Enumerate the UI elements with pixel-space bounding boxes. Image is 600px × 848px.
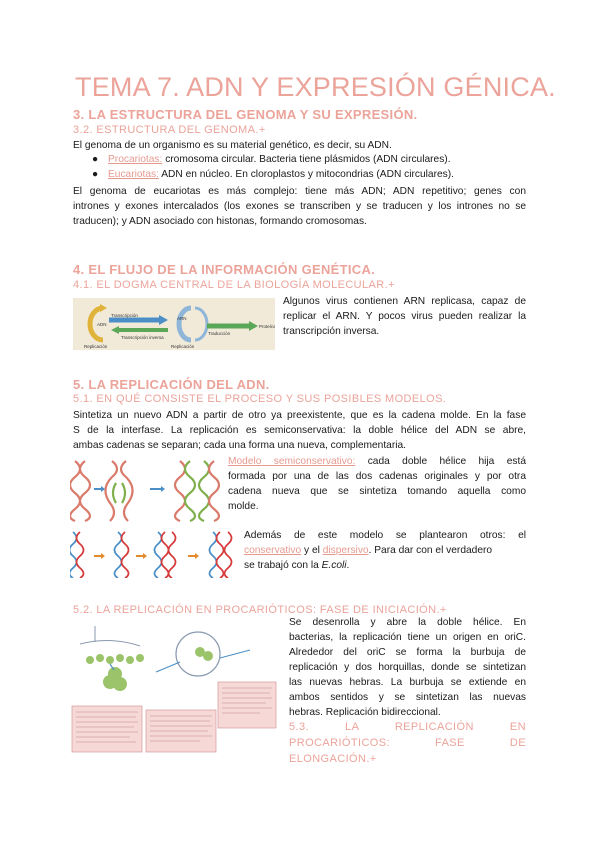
semiconservative-link[interactable]: Modelo semiconservativo: <box>228 456 356 467</box>
dispersivo-link[interactable]: dispersivo <box>322 545 369 556</box>
reverse-transcription-label: Transcripción inversa <box>121 335 164 340</box>
replication-rna-label: Replicación <box>171 344 195 349</box>
semiconservative-figure <box>70 457 224 523</box>
section-5-3-heading-line[interactable]: PROCARIÓTICOS: FASE DE <box>289 737 526 749</box>
initiation-para-line: hebras. Replicación bidireccional. <box>289 707 441 718</box>
semi-model-line: cadena nueva que se sintetiza tomando aquella como <box>228 486 526 497</box>
replication-dna-label: Replicación <box>84 344 108 349</box>
section-5-3-heading-line[interactable]: 5.3. LA REPLICACIÓN EN <box>289 721 526 733</box>
other-models-line: conservativo y el dispersivo. Para dar con el verdadero <box>244 545 493 556</box>
eucariotas-link[interactable]: Eucariotas: <box>108 169 159 180</box>
replication-para-line: Sintetiza un nuevo ADN a partir de otro ya preexistente, que es la cadena molde. En la fase <box>73 410 526 421</box>
caption-box <box>72 706 142 752</box>
semiconservative-diagram <box>70 457 224 523</box>
virus-para-line: Algunos virus contienen ARN replicasa, capaz de <box>283 296 526 307</box>
initiation-para-line: bacterias, la replicación tiene un origen en oriC. <box>289 632 526 643</box>
dna-line <box>80 640 140 646</box>
other-models-line: se trabajó con la E.coli. <box>244 560 350 571</box>
initiation-para-line: las nuevas hebras. La burbuja se extiende en <box>289 677 526 688</box>
rna-replication-arrow <box>179 308 191 340</box>
genome-intro: El genoma de un organismo es su material genético, es decir, su ADN. <box>73 140 392 151</box>
semi-model-line: molde. <box>228 501 259 512</box>
arrow <box>220 650 250 658</box>
arrowhead <box>100 304 107 312</box>
virus-para-line: replicar el ARN. Y pocos virus pueden realizar la <box>283 311 526 322</box>
dna-label: ADN <box>97 322 107 327</box>
procariotas-link[interactable]: Procariotas: <box>108 154 163 165</box>
bullet-dot: ● <box>92 154 99 165</box>
other-models-line: Además de este modelo se plantearon otros: el <box>244 530 526 541</box>
arrowhead <box>143 553 147 559</box>
section-3-heading: 3. LA ESTRUCTURA DEL GENOMA Y SU EXPRESIÓN. <box>73 107 418 122</box>
initiation-figure <box>70 622 278 754</box>
central-dogma-figure <box>73 298 275 350</box>
virus-para-line: transcripción inversa. <box>283 326 380 337</box>
genome-para-line: intrones y exones intercalados (los exones se transcriben y se traducen y los intrones no se <box>73 201 526 212</box>
arrowhead <box>111 326 119 334</box>
protein-label: Proteína <box>259 324 275 329</box>
ecoli-text: E.coli <box>321 560 347 571</box>
section-5-2-heading[interactable]: 5.2. LA REPLICACIÓN EN PROCARIÓTICOS: FASE DE INICIACIÓN.+ <box>73 604 447 616</box>
translation-label: Traducción <box>208 331 231 336</box>
conservativo-link[interactable]: conservativo <box>244 545 302 556</box>
models-diagram <box>70 530 238 578</box>
replication-para-line: ambas cadenas se separan; cada una forma una nueva, complementaria. <box>73 440 406 451</box>
initiation-diagram <box>70 622 278 754</box>
arrowhead <box>249 321 258 331</box>
section-4-1-heading[interactable]: 4.1. EL DOGMA CENTRAL DE LA BIOLOGÍA MOLECULAR.+ <box>73 279 395 291</box>
initiation-para-line: Se desenrolla y abre la doble hélice. En <box>289 617 526 628</box>
genome-para-line: El genoma de eucariotas es más complejo: tiene más ADN; ADN repetitivo; genes con <box>73 186 526 197</box>
transcription-label: Transcripción <box>111 313 138 318</box>
initiation-para-line: replicación y dos horquillas, donde se sintetizan <box>289 662 526 673</box>
arrowhead <box>195 553 199 559</box>
arrowhead <box>159 315 168 325</box>
bullet-dot: ● <box>92 169 99 180</box>
semi-model-line: formada por una de las dos cadenas originales y por otra <box>228 471 526 482</box>
arrow <box>156 662 180 672</box>
bullet-procariotas: Procariotas: cromosoma circular. Bacteria tiene plásmidos (ADN circulares). <box>108 154 451 165</box>
rna-label: ARN <box>177 316 187 321</box>
rna-loop <box>195 308 207 340</box>
central-dogma-diagram <box>73 298 275 350</box>
initiation-para-line: Alrededor del oriC se forma la burbuja de <box>289 647 526 658</box>
section-3-2-heading[interactable]: 3.2. ESTRUCTURA DEL GENOMA.+ <box>73 124 266 136</box>
section-5-3-heading-line[interactable]: ELONGACIÓN.+ <box>289 753 377 765</box>
initiation-para-line: ambos sentidos y se sintetizan las nuevas <box>289 692 526 703</box>
semi-model-line: Modelo semiconservativo: cada doble hélice hija está <box>228 456 526 467</box>
bullet-eucariotas: Eucariotas: ADN en núcleo. En cloroplastos y mitocondrias (ADN circulares). <box>108 169 454 180</box>
section-5-heading: 5. LA REPLICACIÓN DEL ADN. <box>73 377 270 392</box>
page-title: TEMA 7. ADN Y EXPRESIÓN GÉNICA. <box>75 72 556 102</box>
genome-para-line: traducen); y ADN asociado con histonas, formando cromosomas. <box>73 216 367 227</box>
replication-para-line: S de la interfase. La replicación es semiconservativa: la doble hélice del ADN se abre, <box>73 425 526 436</box>
replication-models-figure <box>70 530 238 578</box>
arrowhead <box>101 553 105 559</box>
section-5-1-heading[interactable]: 5.1. EN QUÉ CONSISTE EL PROCESO Y SUS POSIBLES MODELOS. <box>73 393 447 405</box>
caption-box <box>218 682 276 728</box>
section-4-heading: 4. EL FLUJO DE LA INFORMACIÓN GENÉTICA. <box>73 262 376 277</box>
protein-cluster <box>86 647 213 691</box>
arrowhead <box>161 486 165 492</box>
